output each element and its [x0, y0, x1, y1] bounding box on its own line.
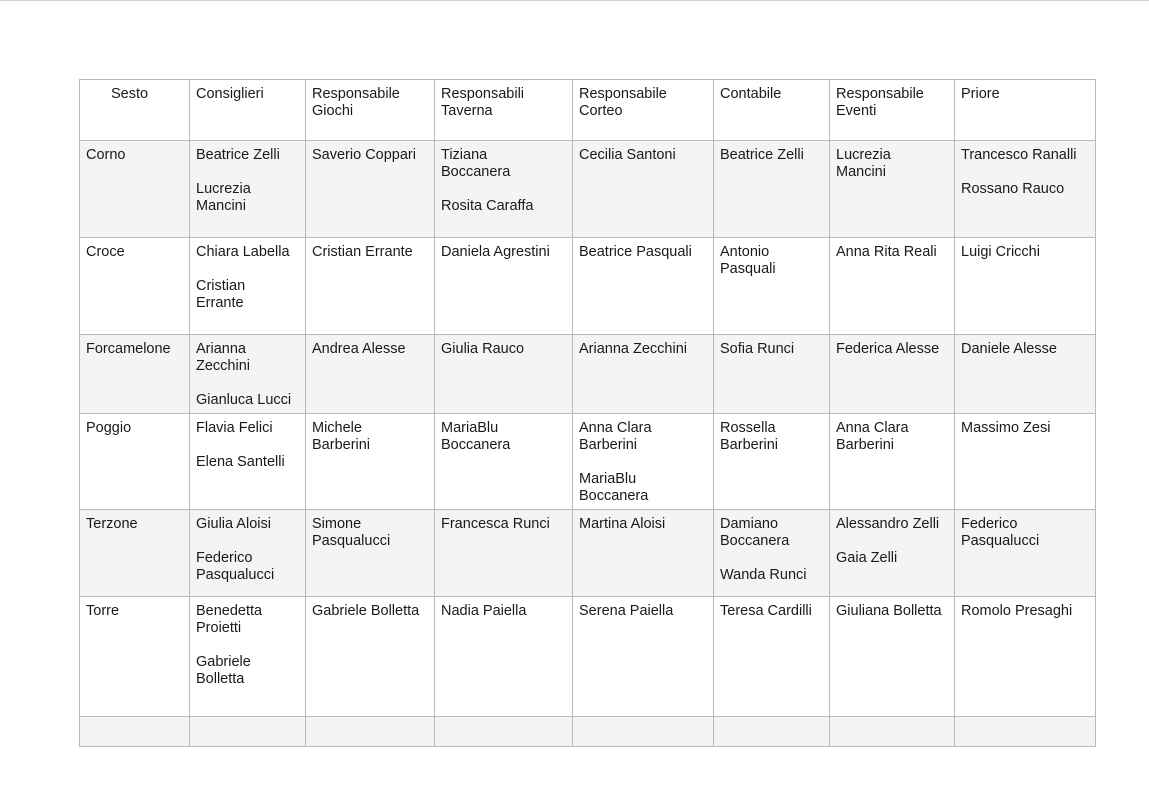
cell-contabile: [714, 597, 830, 717]
cell-consiglieri: [190, 510, 306, 597]
person-name-line: Boccanera: [441, 437, 511, 453]
person-name-line: Barberini: [579, 437, 638, 453]
person-name-line: Elena Santelli: [196, 454, 285, 470]
cell-responsabile-giochi: [306, 597, 435, 717]
person-name-line: Rosita Caraffa: [441, 198, 534, 214]
cell-contabile: [714, 510, 830, 597]
person-name-line: Damiano: [720, 516, 779, 532]
person-name-line: Proietti: [196, 620, 242, 636]
person-name-line: Bolletta: [196, 671, 245, 687]
cell-responsabile-corteo: [573, 717, 714, 747]
cell-contabile: [714, 414, 830, 510]
cell-responsabile-giochi: [306, 414, 435, 510]
person-name-line: Pasqualucci: [961, 533, 1040, 549]
cell-consiglieri: [190, 238, 306, 335]
person-name-line: Michele: [312, 420, 362, 436]
cell-responsabile-corteo: [573, 414, 714, 510]
cell-responsabili-taverna: [435, 597, 573, 717]
cell-responsabile-corteo: [573, 335, 714, 414]
cell-responsabile-giochi: [306, 717, 435, 747]
person-name-line: Serena Paiella: [579, 603, 674, 619]
person-name-line: Forcamelone: [86, 341, 171, 357]
person-name-line: Chiara Labella: [196, 244, 290, 260]
person-name-line: Rossano Rauco: [961, 181, 1065, 197]
table-row: [80, 141, 1096, 238]
person-name-line: Croce: [86, 244, 125, 260]
entry-gap: [196, 261, 299, 278]
header-label-line: Giochi: [312, 103, 354, 119]
cell-responsabili-taverna: [435, 414, 573, 510]
person-name-line: Boccanera: [720, 533, 790, 549]
cell-consiglieri: [190, 717, 306, 747]
person-name-line: Barberini: [836, 437, 895, 453]
person-name-line: Beatrice Zelli: [720, 147, 804, 163]
header-contabile: [714, 80, 830, 141]
entry-gap: [961, 164, 1089, 181]
cell-sesto: [80, 597, 190, 717]
person-name-line: Antonio: [720, 244, 770, 260]
person-name-line: Simone: [312, 516, 362, 532]
cell-consiglieri: [190, 141, 306, 238]
person-name-line: Wanda Runci: [720, 567, 807, 583]
header-label-line: Responsabile: [836, 86, 924, 102]
person-name-line: Sofia Runci: [720, 341, 795, 357]
person-name-line: Corno: [86, 147, 126, 163]
person-name-line: Flavia Felici: [196, 420, 273, 436]
cell-responsabile-eventi: [830, 717, 955, 747]
person-name-line: MariaBlu: [441, 420, 499, 436]
person-name-line: Arianna Zecchini: [579, 341, 687, 357]
entry-gap: [196, 637, 299, 654]
cell-responsabili-taverna: [435, 141, 573, 238]
table-row: [80, 510, 1096, 597]
person-name-line: Barberini: [720, 437, 779, 453]
cell-responsabile-giochi: [306, 238, 435, 335]
person-name-line: Mancini: [196, 198, 246, 214]
person-name-line: Tiziana: [441, 147, 488, 163]
cell-consiglieri: [190, 335, 306, 414]
person-name-line: Pasqualucci: [312, 533, 391, 549]
cell-consiglieri: [190, 597, 306, 717]
person-name-line: Anna Clara: [836, 420, 909, 436]
person-name-line: Andrea Alesse: [312, 341, 406, 357]
person-name-line: Rossella: [720, 420, 776, 436]
cell-sesto: [80, 717, 190, 747]
page-top-rule: [0, 0, 1149, 1]
cell-responsabile-eventi: [830, 414, 955, 510]
person-name-line: Cecilia Santoni: [579, 147, 676, 163]
person-name-line: MariaBlu: [579, 471, 637, 487]
header-label-line: Responsabile: [579, 86, 667, 102]
cell-priore: [955, 717, 1096, 747]
person-name-line: Lucrezia: [836, 147, 891, 163]
person-name-line: Barberini: [312, 437, 371, 453]
cell-priore: [955, 141, 1096, 238]
person-name-line: Boccanera: [441, 164, 511, 180]
header-label-line: Corteo: [579, 103, 623, 119]
cell-contabile: [714, 335, 830, 414]
person-name-line: Federica Alesse: [836, 341, 940, 357]
person-name-line: Giulia Aloisi: [196, 516, 271, 532]
cell-responsabile-eventi: [830, 141, 955, 238]
person-name-line: Pasqualucci: [196, 567, 275, 583]
header-responsabile-giochi: [306, 80, 435, 141]
person-name-line: Martina Aloisi: [579, 516, 666, 532]
person-name-line: Saverio Coppari: [312, 147, 416, 163]
cell-contabile: [714, 238, 830, 335]
table-row: [80, 238, 1096, 335]
table-row: [80, 717, 1096, 747]
person-name-line: Cristian: [196, 278, 246, 294]
cell-sesto: [80, 510, 190, 597]
header-row: [80, 80, 1096, 141]
person-name-line: Daniele Alesse: [961, 341, 1057, 357]
entry-gap: [196, 533, 299, 550]
cell-responsabile-giochi: [306, 510, 435, 597]
cell-consiglieri: [190, 414, 306, 510]
person-name-line: Daniela Agrestini: [441, 244, 550, 260]
person-name-line: Beatrice Pasquali: [579, 244, 692, 260]
person-name-line: Massimo Zesi: [961, 420, 1051, 436]
cell-responsabili-taverna: [435, 238, 573, 335]
cell-priore: [955, 238, 1096, 335]
entry-gap: [441, 181, 566, 198]
person-name-line: Zecchini: [196, 358, 250, 374]
cell-responsabile-eventi: [830, 510, 955, 597]
cell-responsabile-eventi: [830, 597, 955, 717]
header-label-line: Taverna: [441, 103, 493, 119]
cell-responsabili-taverna: [435, 335, 573, 414]
header-responsabili-taverna: [435, 80, 573, 141]
person-name-line: Beatrice Zelli: [196, 147, 280, 163]
person-name-line: Teresa Cardilli: [720, 603, 812, 619]
person-name-line: Torre: [86, 603, 120, 619]
person-name-line: Anna Rita Reali: [836, 244, 937, 260]
person-name-line: Francesca Runci: [441, 516, 550, 532]
cell-priore: [955, 597, 1096, 717]
person-name-line: Trancesco Ranalli: [961, 147, 1077, 163]
person-name-line: Federico: [196, 550, 253, 566]
person-name-line: Giulia Rauco: [441, 341, 525, 357]
cell-responsabile-giochi: [306, 141, 435, 238]
table-row: [80, 335, 1096, 414]
header-responsabile-corteo: [573, 80, 714, 141]
person-name-line: Benedetta: [196, 603, 263, 619]
entry-gap: [196, 437, 299, 454]
person-name-line: Lucrezia: [196, 181, 251, 197]
header-priore: [955, 80, 1096, 141]
cell-priore: [955, 335, 1096, 414]
cell-responsabile-giochi: [306, 335, 435, 414]
cell-sesto: [80, 141, 190, 238]
person-name-line: Pasquali: [720, 261, 776, 277]
person-name-line: Gabriele Bolletta: [312, 603, 420, 619]
entry-gap: [836, 533, 948, 550]
person-name-line: Nadia Paiella: [441, 603, 527, 619]
person-name-line: Giuliana Bolletta: [836, 603, 942, 619]
header-label-line: Sesto: [111, 86, 149, 102]
entry-gap: [196, 375, 299, 392]
header-label-line: Responsabile: [312, 86, 400, 102]
person-name-line: Cristian Errante: [312, 244, 413, 260]
entry-gap: [579, 454, 707, 471]
person-name-line: Mancini: [836, 164, 886, 180]
cell-priore: [955, 510, 1096, 597]
person-name-line: Gabriele: [196, 654, 251, 670]
header-label-line: Priore: [961, 86, 1000, 102]
cell-sesto: [80, 335, 190, 414]
cell-contabile: [714, 141, 830, 238]
cell-responsabile-eventi: [830, 238, 955, 335]
cell-contabile: [714, 717, 830, 747]
header-responsabile-eventi: [830, 80, 955, 141]
cell-responsabile-eventi: [830, 335, 955, 414]
person-name-line: Luigi Cricchi: [961, 244, 1040, 260]
person-name-line: Errante: [196, 295, 244, 311]
person-name-line: Gaia Zelli: [836, 550, 898, 566]
cell-sesto: [80, 238, 190, 335]
cell-sesto: [80, 414, 190, 510]
cell-priore: [955, 414, 1096, 510]
header-sesto: [80, 80, 190, 141]
person-name-line: Anna Clara: [579, 420, 652, 436]
entry-gap: [196, 164, 299, 181]
person-name-line: Alessandro Zelli: [836, 516, 940, 532]
header-label-line: Consiglieri: [196, 86, 264, 102]
entry-gap: [720, 550, 823, 567]
person-name-line: Boccanera: [579, 488, 649, 504]
sesti-roles-table: [79, 79, 1096, 747]
cell-responsabili-taverna: [435, 717, 573, 747]
cell-responsabili-taverna: [435, 510, 573, 597]
cell-responsabile-corteo: [573, 597, 714, 717]
header-label-line: Contabile: [720, 86, 782, 102]
table-row: [80, 597, 1096, 717]
person-name-line: Federico: [961, 516, 1018, 532]
header-label-line: Eventi: [836, 103, 877, 119]
person-name-line: Terzone: [86, 516, 138, 532]
header-consiglieri: [190, 80, 306, 141]
table-row: [80, 414, 1096, 510]
cell-responsabile-corteo: [573, 141, 714, 238]
cell-responsabile-corteo: [573, 238, 714, 335]
person-name-line: Poggio: [86, 420, 132, 436]
person-name-line: Romolo Presaghi: [961, 603, 1073, 619]
person-name-line: Arianna: [196, 341, 246, 357]
person-name-line: Gianluca Lucci: [196, 392, 292, 408]
cell-responsabile-corteo: [573, 510, 714, 597]
header-label-line: Responsabili: [441, 86, 525, 102]
